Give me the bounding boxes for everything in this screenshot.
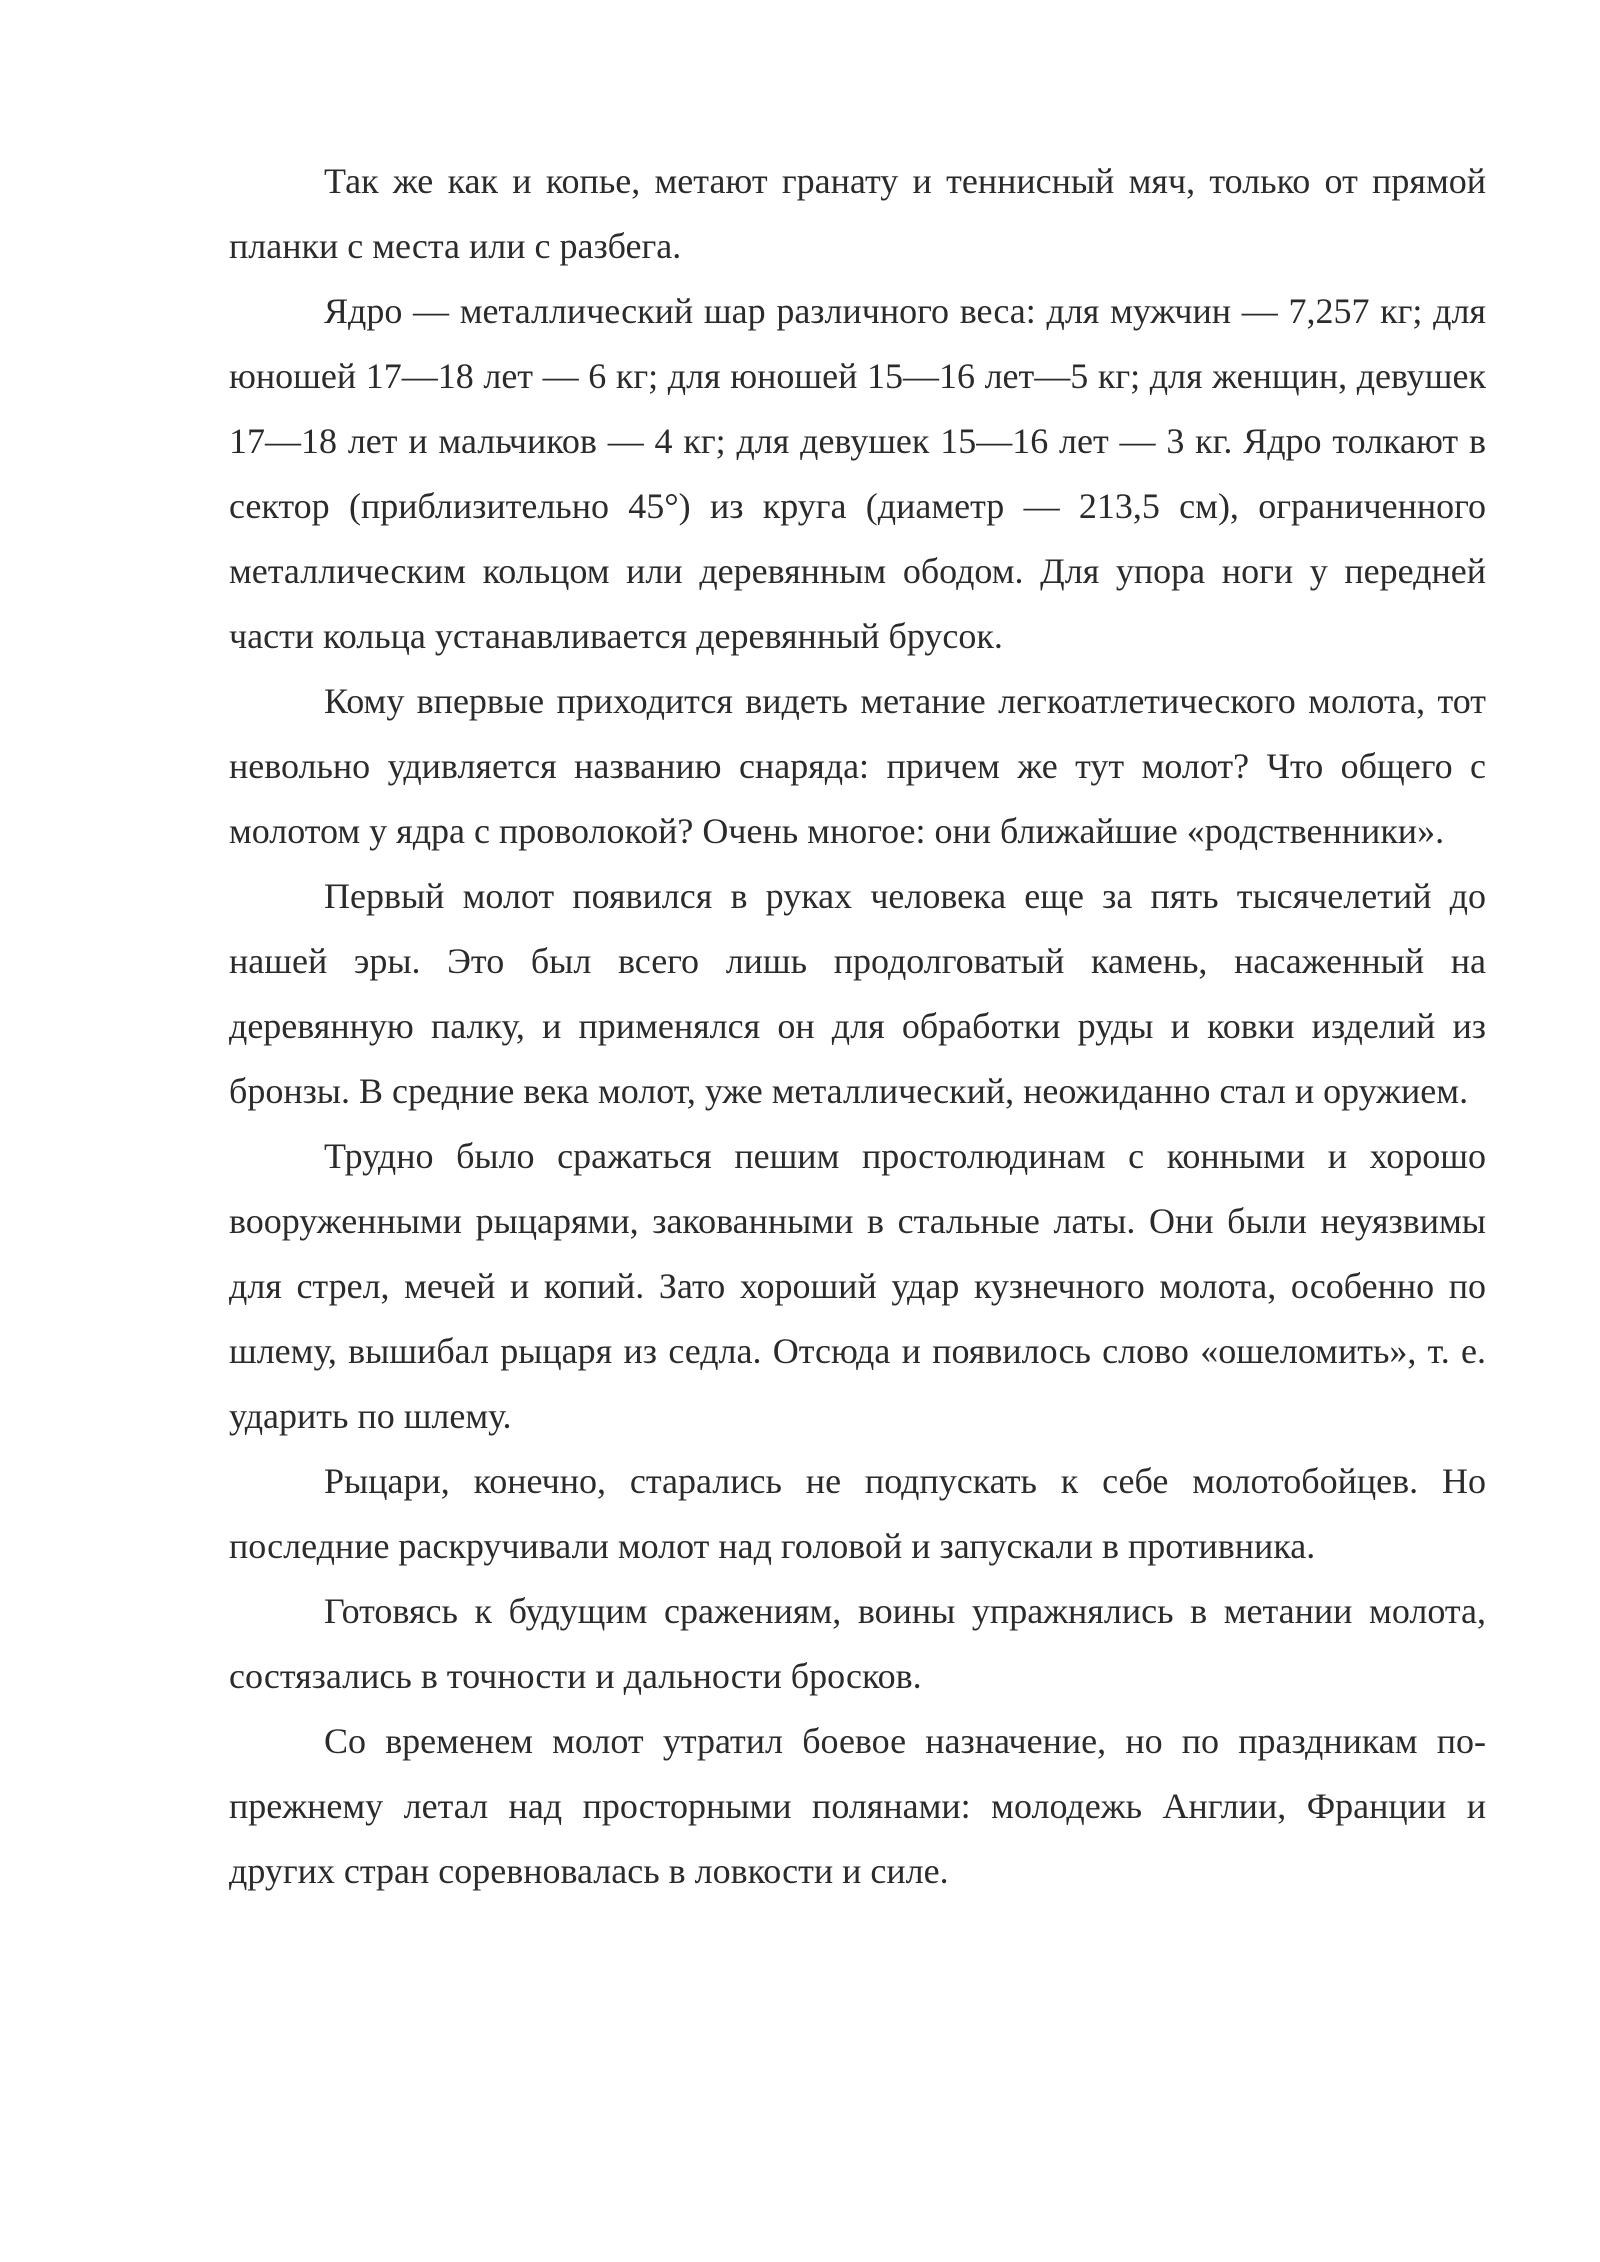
paragraph-hammer-intro: Кому впервые приходится видеть метание легкоатлетического молота, тот невольно удивляется названию снаряда: причем же тут молот? Что общего с молотом у ядра с проволокой? Очень многое: они ближайшие «родственники». bbox=[229, 681, 1486, 851]
document-body bbox=[229, 149, 1486, 1904]
paragraph-knights: Трудно было сражаться пешим простолюдинам с конными и хорошо вооруженными рыцарями, закованными в стальные латы. Они были неуязвимы для стрел, мечей и копий. Зато хороший удар кузнечного молота, особенно по шлему, вышибал рыцаря из седла. Отсюда и появилось слово «ошеломить», т. е. ударить по шлему. bbox=[229, 1136, 1486, 1436]
paragraph-hammer-throwers: Рыцари, конечно, старались не подпускать к себе молотобойцев. Но последние раскручивали молот над головой и запускали в противника. bbox=[229, 1461, 1486, 1566]
paragraph-sport: Со временем молот утратил боевое назначение, но по праздникам по-прежнему летал над просторными полянами: молодежь Англии, Франции и других стран соревновалась в ловкости и силе. bbox=[229, 1721, 1486, 1891]
paragraph-grenade-ball: Так же как и копье, метают гранату и теннисный мяч, только от прямой планки с места или с разбега. bbox=[229, 161, 1486, 266]
paragraph-shot-put: Ядро — металлический шар различного веса: для мужчин — 7,257 кг; для юношей 17—18 лет — 6 кг; для юношей 15—16 лет—5 кг; для женщин, девушек 17—18 лет и мальчиков — 4 кг; для девушек 15—16 лет — 3 кг. Ядро толкают в сектор (приблизительно 45°) из круга (диаметр — 213,5 см), ограниченного металлическим кольцом или деревянным ободом. Для упора ноги у передней части кольца устанавливается деревянный брусок. bbox=[229, 291, 1486, 656]
paragraph-training: Готовясь к будущим сражениям, воины упражнялись в метании молота, состязались в точности и дальности бросков. bbox=[229, 1591, 1486, 1696]
paragraph-hammer-origin: Первый молот появился в руках человека еще за пять тысячелетий до нашей эры. Это был всего лишь продолговатый камень, насаженный на деревянную палку, и применялся он для обработки руды и ковки изделий из бронзы. В средние века молот, уже металлический, неожиданно стал и оружием. bbox=[229, 876, 1486, 1111]
